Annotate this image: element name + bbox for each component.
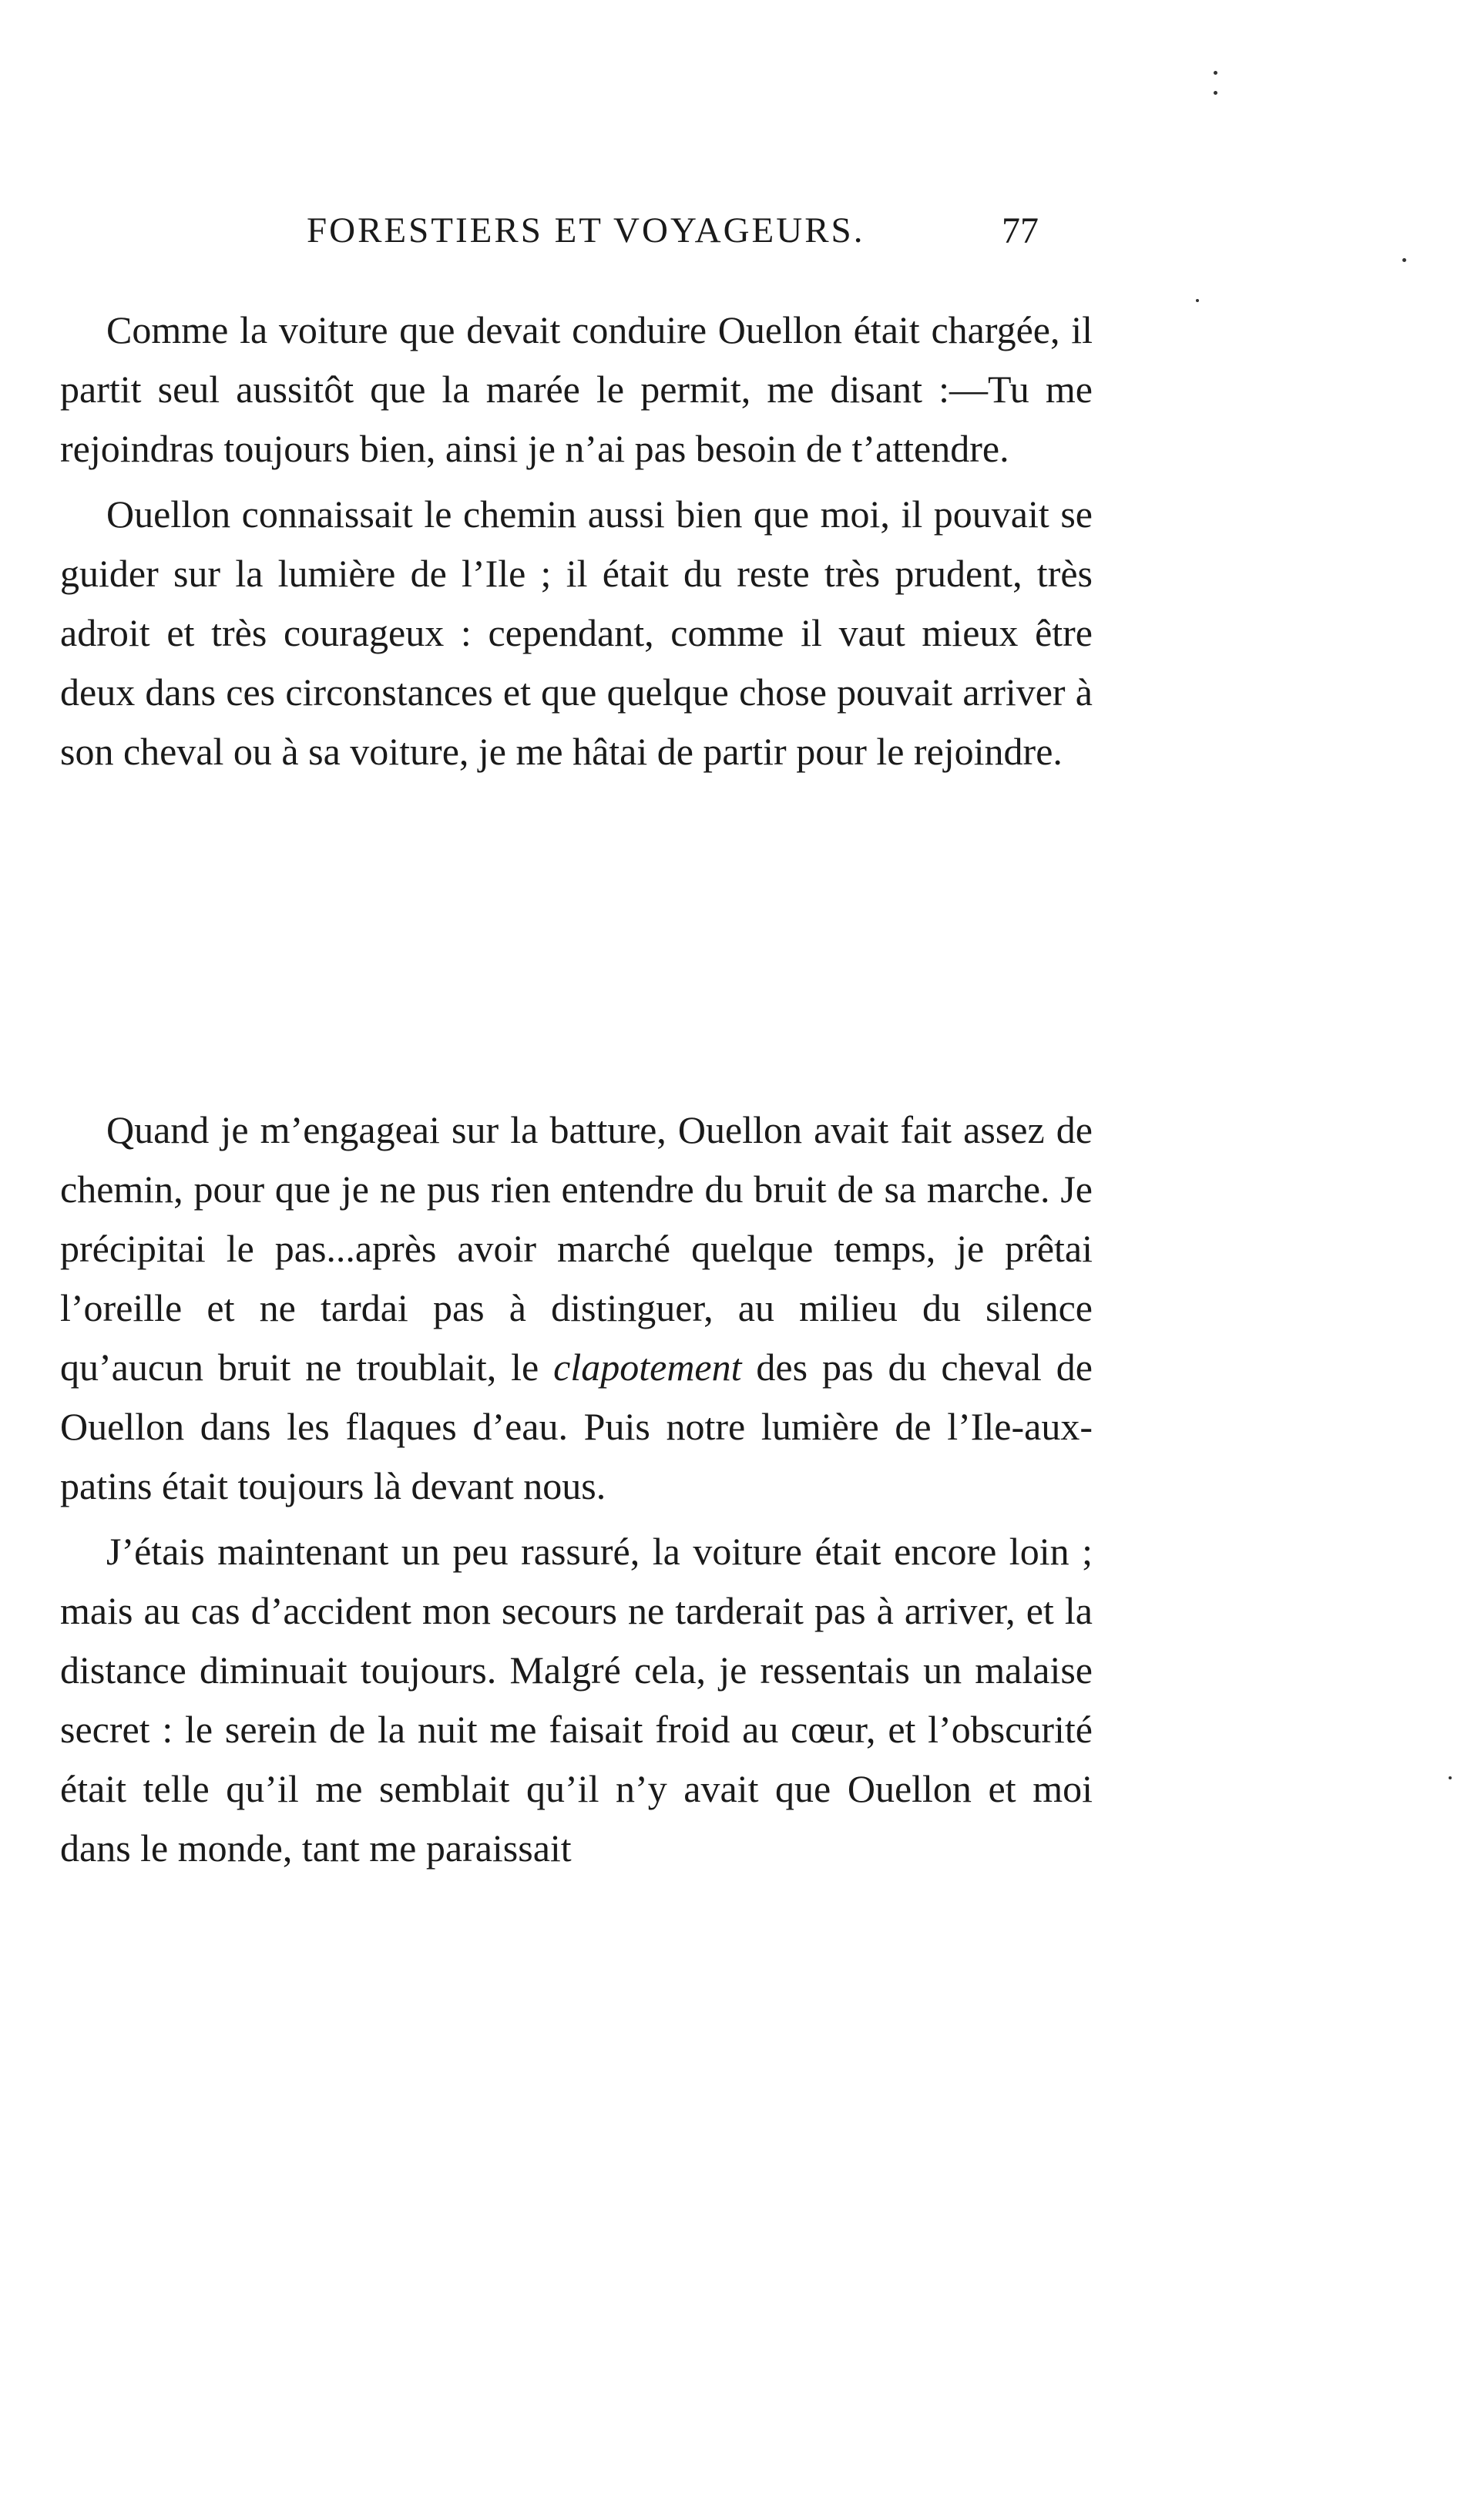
scan-speck bbox=[1196, 299, 1199, 302]
scan-speck bbox=[1214, 71, 1217, 75]
italic-word: clapotement bbox=[553, 1346, 742, 1389]
scan-speck bbox=[1449, 1776, 1452, 1779]
text-section-1 bbox=[60, 301, 1093, 781]
text-section-2 bbox=[60, 1100, 1093, 1878]
running-title: FORESTIERS ET VOYAGEURS. bbox=[307, 210, 865, 250]
scan-speck bbox=[1402, 258, 1406, 262]
scan-speck bbox=[1214, 91, 1217, 95]
paragraph-text: Quand je m’engageai sur la batture, Ouellon avait fait assez de chemin, pour que je ne pus rien entendre du bruit de sa marche. Je précipitai le pas...après avoir marché quelque temps, je prêtai l’oreille et ne tardai pas à distinguer, au milieu du silence qu’aucun bruit ne troublait, le bbox=[60, 1108, 1093, 1389]
paragraph-text: des pas du cheval de Ouellon dans les flaques d’eau. Puis notre lumière de l’Ile-aux-patins était toujours là devant nous. bbox=[60, 1346, 1093, 1507]
paragraph: Ouellon connaissait le chemin aussi bien que moi, il pouvait se guider sur la lumière de l’Ile ; il était du reste très prudent, très adroit et très courageux : cependant, comme il vaut mieux être deux dans ces circonstances et que quelque chose pouvait arriver à son cheval ou à sa voiture, je me hâtai de partir pour le rejoindre. bbox=[60, 492, 1093, 773]
page-header bbox=[0, 210, 1464, 264]
paragraph bbox=[60, 1100, 1093, 1516]
page-number: 77 bbox=[1002, 210, 1039, 251]
paragraph: Comme la voiture que devait conduire Ouellon était chargée, il partit seul aussitôt que la marée le permit, me disant :—Tu me rejoindras toujours bien, ainsi je n’ai pas besoin de t’attendre. bbox=[60, 308, 1093, 470]
paragraph: J’étais maintenant un peu rassuré, la voiture était encore loin ; mais au cas d’accident mon secours ne tarderait pas à arriver, et la distance diminuait toujours. Malgré cela, je ressentais un malaise secret : le serein de la nuit me faisait froid au cœur, et l’obscurité était telle qu’il me semblait qu’il n’y avait que Ouellon et moi dans le monde, tant me paraissait bbox=[60, 1530, 1093, 1870]
